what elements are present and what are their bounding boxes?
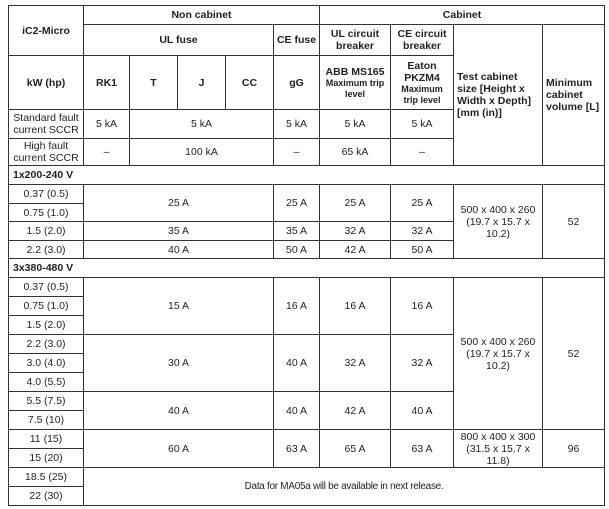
section-title: 1x200-240 V [9, 166, 605, 185]
table-row: 0.75 (1.0) [9, 204, 605, 222]
cc-header: CC [226, 56, 274, 110]
table-row: Standard fault current SCCR 5 kA 5 kA 5 kA 5 kA 5 kA [9, 110, 605, 139]
table-row: 5.5 (7.5) 40 A 40 A 42 A 40 A [9, 392, 605, 411]
kw-hp-header: kW (hp) [9, 56, 84, 110]
section-title: 3x380-480 V [9, 259, 605, 278]
table-row: 3.0 (4.0) [9, 354, 605, 373]
table-row: 2.2 (3.0) 40 A 50 A 42 A 50 A [9, 241, 605, 259]
ce-cb-header: CE circuit breaker [391, 25, 454, 56]
table-row: 11 (15) 60 A 63 A 65 A 63 A 800 x 400 x 300 (31.5 x 15.7 x 11.8) 96 [9, 430, 605, 449]
cabinet-header: Cabinet [320, 6, 605, 25]
eaton-header: Eaton PKZM4 Maximum trip level [391, 56, 454, 110]
ul-cb-header: UL circuit breaker [320, 25, 391, 56]
fuse-rating-table [8, 5, 605, 506]
t-header: T [130, 56, 178, 110]
table-row: 0.37 (0.5) 25 A 25 A 25 A 25 A 500 x 400 x 260 (19.7 x 15.7 x 10.2) 52 [9, 185, 605, 204]
non-cabinet-header: Non cabinet [84, 6, 320, 25]
ce-fuse-header: CE fuse [274, 25, 320, 56]
abb-header: ABB MS165 Maximum trip level [320, 56, 391, 110]
table-row: High fault current SCCR – 100 kA – 65 kA – [9, 139, 605, 166]
availability-note: Data for MA05a will be available in next release. [84, 468, 605, 506]
rk1-header: RK1 [84, 56, 130, 110]
table-row: 7.5 (10) [9, 411, 605, 430]
min-volume-header: Minimum cabinet volume [L] [543, 25, 605, 166]
table-row: 4.0 (5.5) [9, 373, 605, 392]
table-row: 1.5 (2.0) 35 A 35 A 32 A 32 A [9, 222, 605, 241]
table-row: 2.2 (3.0) 30 A 40 A 32 A 32 A [9, 335, 605, 354]
table-row: 0.75 (1.0) [9, 297, 605, 316]
table-row: 15 (20) [9, 449, 605, 468]
test-size-header: Test cabinet size [Height x Width x Depth] [mm (in)] [454, 25, 543, 166]
table-row: 1.5 (2.0) [9, 316, 605, 335]
j-header: J [178, 56, 226, 110]
product-header: iC2-Micro [9, 6, 84, 56]
table-row: 18.5 (25) Data for MA05a will be available in next release. [9, 468, 605, 487]
ul-fuse-header: UL fuse [84, 25, 274, 56]
gg-header: gG [274, 56, 320, 110]
table-row: 0.37 (0.5) 15 A 16 A 16 A 16 A 500 x 400 x 260 (19.7 x 15.7 x 10.2) 52 [9, 278, 605, 297]
table-row: 22 (30) [9, 487, 605, 506]
